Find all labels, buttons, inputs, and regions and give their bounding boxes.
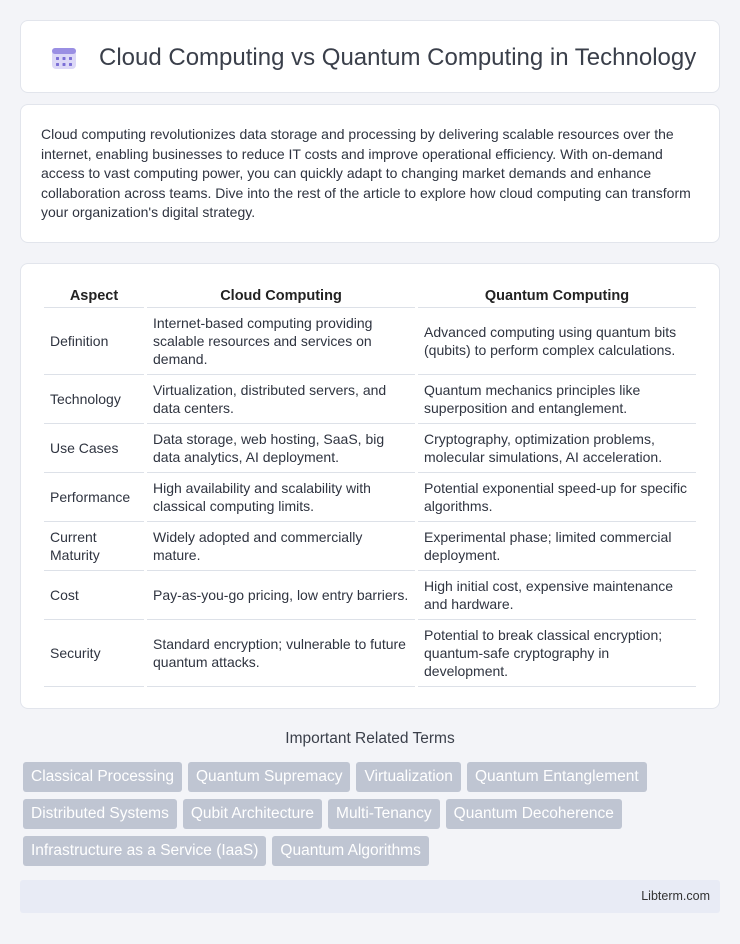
comparison-table [41,284,699,687]
table-row [44,424,696,473]
comparison-table-card [20,263,720,709]
aspect-cell: Security [44,620,144,687]
related-terms-title: Important Related Terms [285,730,455,747]
footer-bar [20,880,720,913]
cloud-cell: Pay-as-you-go pricing, low entry barriers. [147,571,415,620]
aspect-cell: Performance [44,473,144,522]
table-row [44,571,696,620]
quantum-cell: Potential exponential speed-up for specific algorithms. [418,473,696,522]
footer-site-link[interactable]: Libterm.com [641,889,710,903]
calendar-grid-icon [51,46,77,70]
intro-paragraph: Cloud computing revolutionizes data storage and processing by delivering scalable resources over the internet, enabling businesses to reduce IT costs and improve operational efficiency. With on-demand access to vast computing power, you can quickly adapt to changing market demands and enhance collaboration across teams. Dive into the rest of the article to explore how cloud computing can transform your organization's digital strategy. [41,126,691,220]
intro-card [20,104,720,243]
aspect-cell: Technology [44,375,144,424]
table-row [44,620,696,687]
table-row [44,308,696,375]
header-cloud-computing: Cloud Computing [147,284,415,308]
related-term-tag[interactable]: Qubit Architecture [183,799,322,829]
cloud-cell: Data storage, web hosting, SaaS, big data analytics, AI deployment. [147,424,415,473]
table-header-row [44,284,696,308]
cloud-cell: Virtualization, distributed servers, and data centers. [147,375,415,424]
related-term-tag[interactable]: Classical Processing [23,762,182,792]
cloud-cell: High availability and scalability with classical computing limits. [147,473,415,522]
table-row [44,375,696,424]
quantum-cell: Advanced computing using quantum bits (qubits) to perform complex calculations. [418,308,696,375]
related-term-tag[interactable]: Distributed Systems [23,799,177,829]
aspect-cell: Current Maturity [44,522,144,571]
related-term-tag[interactable]: Multi-Tenancy [328,799,440,829]
related-term-tag[interactable]: Quantum Entanglement [467,762,647,792]
table-row [44,473,696,522]
related-term-tag[interactable]: Quantum Algorithms [272,836,428,866]
quantum-cell: High initial cost, expensive maintenance and hardware. [418,571,696,620]
cloud-cell: Widely adopted and commercially mature. [147,522,415,571]
related-term-tag[interactable]: Virtualization [356,762,460,792]
table-row [44,522,696,571]
header-quantum-computing: Quantum Computing [418,284,696,308]
related-term-tag[interactable]: Quantum Supremacy [188,762,350,792]
cloud-cell: Internet-based computing providing scalable resources and services on demand. [147,308,415,375]
page-title: Cloud Computing vs Quantum Computing in Technology [99,44,697,71]
header-card [20,20,720,93]
cloud-cell: Standard encryption; vulnerable to future quantum attacks. [147,620,415,687]
quantum-cell: Cryptography, optimization problems, molecular simulations, AI acceleration. [418,424,696,473]
quantum-cell: Experimental phase; limited commercial deployment. [418,522,696,571]
aspect-cell: Definition [44,308,144,375]
header-aspect: Aspect [44,284,144,308]
aspect-cell: Cost [44,571,144,620]
aspect-cell: Use Cases [44,424,144,473]
related-term-tag[interactable]: Infrastructure as a Service (IaaS) [23,836,266,866]
related-term-tag[interactable]: Quantum Decoherence [446,799,622,829]
quantum-cell: Quantum mechanics principles like superposition and entanglement. [418,375,696,424]
related-terms-list [23,762,723,866]
quantum-cell: Potential to break classical encryption; quantum-safe cryptography in development. [418,620,696,687]
